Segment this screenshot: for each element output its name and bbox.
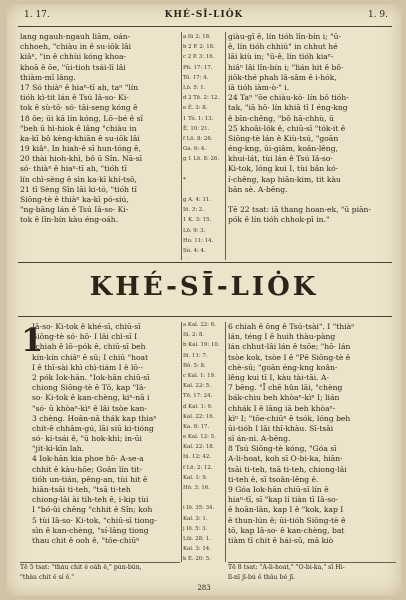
running-header: [6, 10, 402, 24]
main-right-column: [228, 322, 396, 560]
text-line: Kal. 22: 16.: [183, 413, 215, 420]
text-line: ê, lín tióh chhiú" in chhut hé: [228, 42, 338, 52]
text-line: "jit-kì-kīn lah.: [32, 444, 85, 454]
text-line: chit-ê chhâm-gú, lāi siū ki-tióng: [32, 423, 154, 433]
footnote-right: [228, 564, 396, 584]
text-line: Kal. 22: 5.: [183, 383, 211, 390]
text-line: Kal. 1: 9.: [183, 474, 208, 481]
text-line: 5 tùi Iâ-so· Ki-tok, "chiū-sī tiong-: [32, 515, 157, 525]
header-right-reference: 1. 9.: [367, 10, 388, 20]
previous-book-right-column: [228, 32, 396, 260]
text-line: a Kal. 22: 6.: [183, 322, 216, 328]
text-line: tsòe kok, tsòe I ê "Pē Siōng-tè ê: [228, 352, 351, 362]
text-line: 17 Só thiàⁿ ê hiaⁿ-tī ah, taⁿ "lín: [20, 82, 139, 92]
text-line: Kal. 3: 1.: [183, 515, 208, 522]
chapter-number: 1: [21, 321, 44, 359]
text-line: Kal. 3: 14.: [183, 546, 211, 553]
text-line: 21 tī Sèng Sîn lāi ki-tó, "tióh tī: [20, 184, 137, 194]
main-left-column: [20, 322, 180, 560]
text-line: chhák I ê lâng iā beh khòaⁿ-: [228, 403, 336, 413]
text-line: 6 chiah ê ông ê Tsú-tsài". I "thiàⁿ: [228, 322, 355, 331]
text-line: a Iū 2: 18.: [183, 34, 211, 40]
text-line: lang ngauh-ngauh liām, oán-: [20, 32, 131, 41]
text-line: tiàm tī chit ê hái-sū, mā kiò: [228, 535, 334, 545]
section-rule: [18, 316, 392, 317]
text-line: 8 Tsú Siōng-tè kóng, "Góa sī: [228, 444, 337, 454]
text-line: Ka. 8: 17.: [183, 423, 210, 430]
text-line: Tē 5 tsat: "thàu chit ê oâh ê," pún-bûn,: [20, 564, 142, 571]
text-line: hiān-tsāi ti-teh, "tsā ti-teh: [32, 485, 131, 494]
text-line: bān sè. A-bēng.: [228, 184, 288, 194]
text-line: Iū. 2: 8.: [183, 332, 205, 339]
text-line: só· ki-tsái ê, "ū hok-khì; in-ūi: [32, 434, 142, 444]
text-line: sìn ê kan-chèng, "sí-lâng tiong: [32, 525, 149, 535]
section-rule: [18, 262, 392, 263]
text-line: só· thiàⁿ ê hiaⁿ-tī ah, "tióh tī: [20, 164, 127, 174]
text-line: Siōng-tè ê thiàⁿ ka-kī pó-siú,: [20, 195, 129, 204]
text-line: d Kal. 1: 9.: [183, 403, 213, 410]
text-line: so· Ki-tok ê kan-chèng, kiⁿ-nā i: [32, 393, 150, 403]
text-line: [183, 495, 225, 505]
text-line: 25 khoâi-lók ê, chiū-sī "tók-it ê: [228, 123, 346, 133]
text-line: "thàu chit ê sí ê.": [20, 574, 75, 582]
text-line: Bô. 5: 8.: [183, 362, 206, 369]
page-number: 283: [197, 584, 211, 592]
header-rule: [18, 26, 392, 27]
text-line: í-chêng, kap hiān-kim, tit kàu: [228, 174, 341, 184]
text-line: kiâⁿ, "in ê chhùi kóng khoa-: [20, 52, 127, 62]
text-line: Iō. 3: 2.: [183, 207, 204, 214]
text-line: Tē 8 tsat: "A-li-hoat," "O-bi-ka," sī Hi-: [228, 564, 345, 571]
text-line: chhoeh, "chiàu in ê su-iōk lâi: [20, 42, 132, 52]
text-line: pók ê lín tióh chhok-pī in.": [228, 215, 330, 225]
text-line: tsāi ti-teh, tsā ti-teh, chiong-lâi: [228, 464, 347, 474]
text-line: I ê thī-sài khì chì-tiám I ê lō·-: [32, 362, 143, 372]
text-line: e Kal. 12: 5.: [183, 434, 216, 441]
text-line: khoā ê ōe, "ūi-tioh tsái-lī lâi: [20, 62, 126, 72]
text-line: lín chì-sèng ê sìn ka-kī khí-tsō,: [20, 174, 137, 184]
text-line: sī án-ni. A-bēng.: [228, 434, 291, 444]
column-divider: [181, 32, 182, 260]
text-line: éng-kng, ūi-giâm, koân-lêng,: [228, 144, 338, 154]
text-line: "só· ū khòaⁿ-kìⁿ ê lâi tsòe kan-: [32, 403, 147, 413]
text-line: i Iō. 35: 34.: [183, 505, 215, 512]
text-line: "chiah ê lō·-pók ê, chiū-sī beh: [32, 342, 146, 352]
previous-book-left-column: [20, 32, 180, 260]
text-line: 9 Góa Iok-hān chiū-sī lín ê: [228, 485, 329, 494]
text-line: c Kal. 1: 19.: [183, 372, 216, 379]
text-line: b 2 P. 2: 18.: [183, 44, 215, 51]
text-line: "ng-bāng lán ê Tsú Iâ-so· Ki-: [20, 205, 129, 215]
text-line: tióh kì-tit lán ê Tsú Iâ-so· Ki-: [20, 93, 129, 103]
footnote-left: [20, 564, 180, 584]
text-line: khui-lát, tùi lán ê Tsú Iâ-so·: [228, 154, 333, 164]
text-line: Iâ-so· Ki-tok ê khé-sī, chiū-sī: [32, 322, 141, 331]
text-line: Lūi. 28: 1.: [183, 535, 211, 542]
text-line: bák-chiu beh khòaⁿ-kìⁿ I; lián: [228, 393, 340, 403]
text-line: 24 Taⁿ "ōe chiàu-kò· lín bô tióh-: [228, 93, 349, 103]
text-line: f Lō. 8: 26.: [183, 135, 213, 142]
cross-references-top: [183, 34, 225, 258]
text-line: lán, téng I ê huih thàu-pàng: [228, 332, 336, 342]
text-line: Siōng-tè lán ê Kiù-tsú, "goān: [228, 133, 339, 143]
text-line: tok ê lîn-bín kàu éng-oáh.: [20, 215, 119, 225]
header-left-reference: 1. 17.: [24, 10, 50, 20]
text-line: [183, 166, 225, 176]
text-line: iā tióh iàm-ò·" i.: [228, 82, 290, 92]
text-line: hiâⁿ lâi lîn-bín i; "lián hit ê bô·: [228, 62, 344, 72]
text-line: chiong Siōng-tè ê Tō, kap "Iâ-: [32, 383, 147, 393]
text-line: Lō. 5: 1.: [183, 84, 206, 91]
text-line: *: [183, 176, 186, 183]
text-line: 7 bēng. "Ī chē hûn lāi, "chèng: [228, 383, 343, 393]
text-line: Ga. 6: 4.: [183, 146, 207, 153]
text-line: kìⁿ I; "tōe-chiūⁿ ê tsók, lóng beh: [228, 413, 351, 423]
book-title: KHÉ-SĪ-LIȮK: [89, 272, 319, 302]
text-line: 1 K. 3: 15.: [183, 217, 212, 224]
text-line: ūi-tióh I lâi thî-khàu. Sī-tsāi: [228, 423, 334, 433]
cross-references-bottom: [183, 322, 225, 560]
text-line: f Lō. 2: 12.: [183, 464, 213, 471]
text-line: "beh ū hì-hiok ê lâng "chiàu in: [20, 123, 137, 133]
text-line: lāi kiù in; "ū-ê, lín tióh kiaⁿ-: [228, 52, 334, 62]
text-line: ê thun-lún ê; ūi-tióh Siōng-tè ê: [228, 515, 346, 525]
text-line: 3 chèng. Hoân-nā thák kap thiaⁿ: [32, 413, 157, 423]
text-line: tok ê sù-tō· só· tāi-seng kóng ê: [20, 103, 138, 113]
text-line: chè-sū; "goān éng-kng koân-: [228, 362, 338, 372]
text-line: Tō. 17: 24.: [183, 393, 213, 400]
text-line: A-li-hoat, koh sī O-bi-ka, hiān-: [228, 454, 343, 464]
text-line: Kal. 22: 18.: [183, 444, 215, 451]
text-line: g A. 4: 11.: [183, 197, 212, 203]
text-line: ê bīn-chêng, "bô hā-chhù, ū: [228, 113, 334, 123]
text-line: 1 Tó. 1: 13.: [183, 115, 214, 122]
footnote-rule: [20, 562, 180, 563]
text-line: Sù. 4: 4.: [183, 247, 206, 254]
text-line: c 2 P. 3: 16.: [183, 54, 215, 61]
text-line: b Kal. 19: 10.: [183, 342, 220, 349]
text-line: tak, "iā hō· lín khiā tī I éng-kng: [228, 103, 348, 113]
text-line: 18 ōe; ūi kā lín kóng, Lō·-bé ê sî: [20, 113, 143, 123]
text-line: Ho. 11: 14.: [183, 237, 214, 244]
text-line: [228, 195, 396, 205]
text-line: lī-nī jī-bú ê thâu bé jī.: [228, 574, 296, 582]
text-line: Ki-tok, lóng kui I, tùi bân kó·: [228, 164, 339, 174]
text-line: ti-teh ê, sī tsoân-lêng ê.: [228, 474, 319, 484]
text-line: 20 thài hioh-khì, bô ū Sîn. Nā-sī: [20, 154, 143, 164]
text-line: Tó. 17: 4.: [183, 74, 209, 81]
text-line: chiong-lâi ài tih-teh ê, i-kip tùi: [32, 495, 149, 505]
header-title: KHÉ-SĪ-LIȮK: [164, 10, 244, 20]
text-line: lêng kui tī I, kàu tài-tāi. A-: [228, 372, 330, 382]
text-line: j Iō. 5: 3.: [183, 525, 208, 532]
text-line: jiōk-thé phah lâ-sâm ê i-hók,: [228, 72, 337, 82]
text-line: d 2 Tē. 2: 12.: [183, 95, 220, 102]
footnote-rule: [228, 562, 396, 563]
bible-page: [6, 4, 402, 596]
text-line: thiàm-mī lâng.: [20, 72, 76, 82]
text-line: 2 pók Iok-hān. "Iok-hān chiū-sī: [32, 372, 150, 382]
column-divider: [225, 32, 226, 260]
text-line: ê hoān-lān, kap I ê "kok, kap I: [228, 505, 344, 515]
text-line: thau chit ê ooh ê, "tōe-chiūⁿ: [32, 535, 140, 545]
text-line: Tē 22 tsat: iā thang hoan-ek, "ū piān-: [228, 205, 371, 215]
text-line: kín-kín chiâⁿ ê sū; I chiū "hoat: [32, 352, 149, 362]
text-line: Iū. 12: 42.: [183, 454, 211, 461]
column-divider: [181, 322, 182, 562]
text-line: 4 Iok-hān kia phoe hō· A-se-a: [32, 454, 144, 464]
text-line: hiaⁿ-tī, sī "kap lí tiàn tī Iâ-so·: [228, 495, 339, 505]
text-line: 19 kiâⁿ. In hiah-ê sī hun-tóng ê,: [20, 144, 141, 154]
text-line: g 1 Lō. 8: 26.: [183, 156, 220, 163]
text-line: Ê. 10: 21.: [183, 125, 210, 132]
text-line: lán chhut-lâi lán ê tsōe; "hō· lán: [228, 342, 351, 352]
text-line: Iū. 11: 7.: [183, 352, 208, 359]
text-line: [183, 187, 225, 197]
text-line: ka-kī bô kèng-khiān ê su-iōk lâi: [20, 133, 140, 143]
text-line: tióh un-tián, pêng-an, tùi hit ê: [32, 474, 148, 484]
text-line: e Ê. 3: 8.: [183, 105, 208, 112]
text-line: Ph. 17: 17.: [183, 64, 213, 71]
text-line: chhit ê kàu-hōe; Goân lín tit-: [32, 464, 143, 474]
text-line: tō, kap Iâ-so· ê kan-chèng, bat: [228, 525, 345, 535]
text-line: giàu-gī ê, lín tióh lîn-bín i; "ū-: [228, 32, 342, 41]
text-line: k Ė. 20: 5.: [183, 556, 211, 560]
text-line: Hō. 3: 16.: [183, 485, 210, 491]
text-line: I "bó-ûi chêng "chhit ê Sîn; koh: [32, 505, 153, 515]
text-line: Lō. 9: 3.: [183, 227, 206, 234]
column-divider: [225, 322, 226, 562]
text-line: Siōng-tè só· hō· I lâi chì-sī I: [32, 332, 138, 342]
